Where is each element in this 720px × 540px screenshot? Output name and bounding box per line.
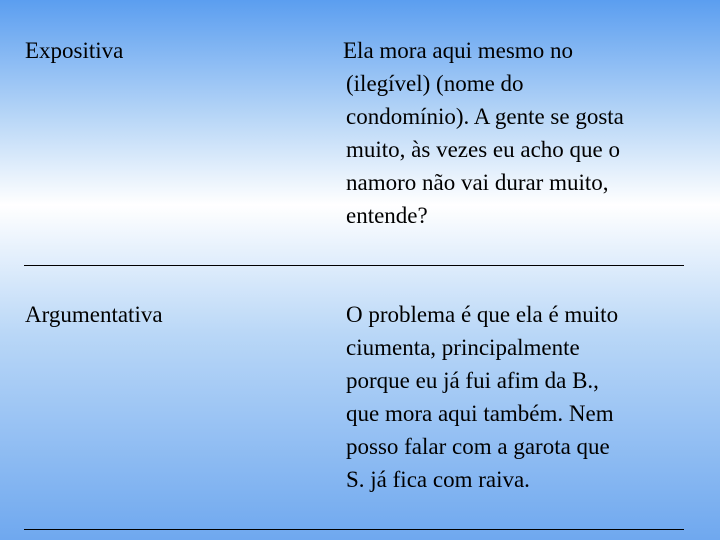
sequence-example-text [343, 34, 706, 232]
example-line: ciumenta, principalmente [346, 335, 580, 360]
example-line: (ilegível) (nome do [346, 71, 524, 96]
example-line: condomínio). A gente se gosta [346, 104, 624, 129]
example-line: Ela mora aqui mesmo no [343, 38, 573, 63]
example-line: posso falar com a garota que [346, 434, 610, 459]
example-line: O problema é que ela é muito [346, 302, 619, 327]
row-divider [24, 265, 684, 266]
example-line: entende? [346, 203, 428, 228]
example-line: porque eu já fui afim da B., [346, 368, 599, 393]
sequence-example-text [346, 298, 706, 496]
example-line: muito, às vezes eu acho que o [346, 137, 620, 162]
example-line: S. já fica com raiva. [346, 467, 530, 492]
example-line: namoro não vai durar muito, [346, 170, 609, 195]
example-line: que mora aqui também. Nem [346, 401, 614, 426]
sequence-type-label: Expositiva [25, 38, 124, 63]
row-divider [24, 529, 684, 530]
sequence-type-label: Argumentativa [25, 302, 163, 327]
